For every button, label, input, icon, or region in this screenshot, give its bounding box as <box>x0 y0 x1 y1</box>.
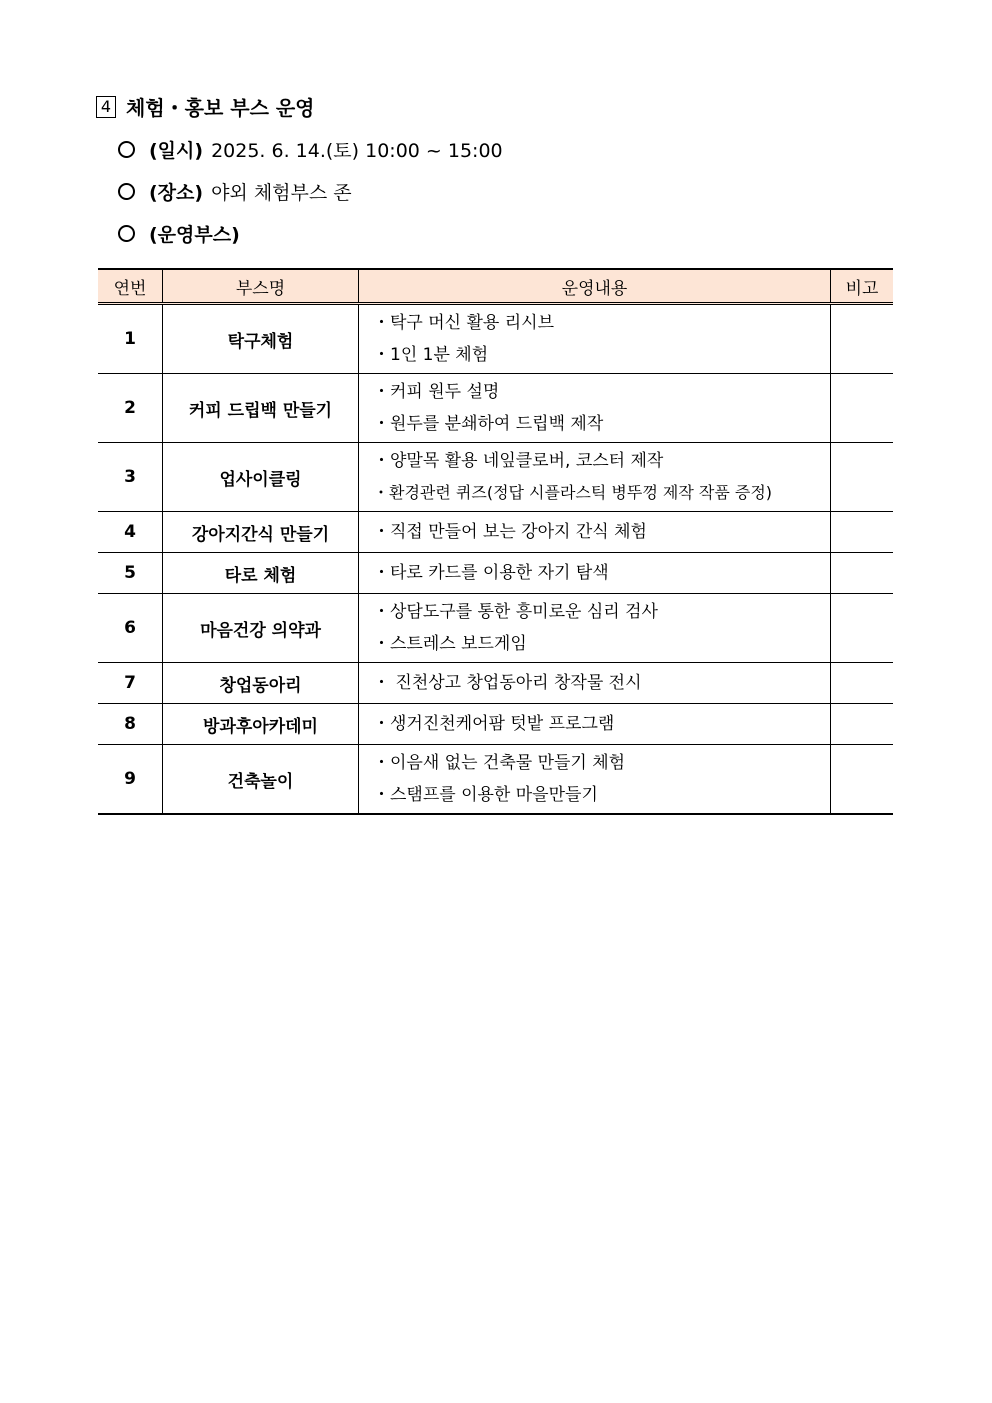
row-name: 방과후아카데미 <box>163 704 359 745</box>
content-item: ・환경관련 퀴즈(정답 시플라스틱 병뚜껑 제작 작품 증정) <box>373 483 773 502</box>
content-item: ・이음새 없는 건축물 만들기 체험 <box>373 753 626 773</box>
row-name: 강아지간식 만들기 <box>163 512 359 553</box>
table-row <box>98 745 893 815</box>
row-note <box>831 443 894 512</box>
booths-label: (운영부스) <box>149 224 240 246</box>
row-no: 6 <box>98 594 163 663</box>
row-no: 3 <box>98 443 163 512</box>
row-name: 업사이클링 <box>163 443 359 512</box>
content-item: ・스탬프를 이용한 마을만들기 <box>373 785 598 805</box>
row-content <box>359 512 831 553</box>
row-note <box>831 304 894 374</box>
row-note <box>831 745 894 815</box>
row-no: 8 <box>98 704 163 745</box>
row-content <box>359 304 831 374</box>
row-content <box>359 745 831 815</box>
row-name: 타로 체험 <box>163 553 359 594</box>
row-content <box>359 704 831 745</box>
row-note <box>831 663 894 704</box>
place-value: 야외 체험부스 존 <box>211 182 352 204</box>
content-item: ・직접 만들어 보는 강아지 간식 체험 <box>373 522 647 542</box>
section-title: 체험・홍보 부스 운영 <box>126 96 315 120</box>
booths-line <box>118 220 248 247</box>
content-item: ・ 진천상고 창업동아리 창작물 전시 <box>373 673 642 693</box>
row-name: 건축놀이 <box>163 745 359 815</box>
row-name: 커피 드립백 만들기 <box>163 374 359 443</box>
circle-bullet-icon <box>118 225 135 242</box>
row-content <box>359 553 831 594</box>
row-no: 5 <box>98 553 163 594</box>
row-no: 7 <box>98 663 163 704</box>
row-content <box>359 443 831 512</box>
section-number: 4 <box>96 96 116 118</box>
content-item: ・1인 1분 체험 <box>373 345 489 365</box>
row-no: 1 <box>98 304 163 374</box>
content-item: ・원두를 분쇄하여 드립백 제작 <box>373 414 604 434</box>
table-row <box>98 443 893 512</box>
row-content <box>359 663 831 704</box>
content-item: ・스트레스 보드게임 <box>373 634 527 654</box>
table-row <box>98 594 893 663</box>
header-note: 비고 <box>831 269 894 304</box>
row-no: 2 <box>98 374 163 443</box>
row-content <box>359 374 831 443</box>
row-note <box>831 553 894 594</box>
content-item: ・타로 카드를 이용한 자기 탐색 <box>373 563 609 583</box>
content-item: ・탁구 머신 활용 리시브 <box>373 313 555 333</box>
header-no: 연번 <box>98 269 163 304</box>
circle-bullet-icon <box>118 141 135 158</box>
row-note <box>831 704 894 745</box>
content-item: ・커피 원두 설명 <box>373 382 500 402</box>
content-item: ・상담도구를 통한 흥미로운 심리 검사 <box>373 602 658 622</box>
row-note <box>831 374 894 443</box>
table-row <box>98 304 893 374</box>
row-note <box>831 512 894 553</box>
table-row <box>98 663 893 704</box>
schedule-value: 2025. 6. 14.(토) 10:00 ~ 15:00 <box>211 140 503 162</box>
header-name: 부스명 <box>163 269 359 304</box>
content-item: ・생거진천케어팜 텃밭 프로그램 <box>373 714 615 734</box>
table-row <box>98 512 893 553</box>
row-name: 마음건강 의약과 <box>163 594 359 663</box>
circle-bullet-icon <box>118 183 135 200</box>
row-content <box>359 594 831 663</box>
place-line <box>118 178 352 205</box>
section-heading <box>96 92 315 121</box>
row-no: 9 <box>98 745 163 815</box>
schedule-label: (일시) <box>149 140 204 162</box>
row-name: 탁구체험 <box>163 304 359 374</box>
row-name: 창업동아리 <box>163 663 359 704</box>
table-row <box>98 553 893 594</box>
content-item: ・양말목 활용 네잎클로버, 코스터 제작 <box>373 451 664 471</box>
schedule-line <box>118 136 503 163</box>
table-row <box>98 374 893 443</box>
booth-table <box>98 268 893 815</box>
place-label: (장소) <box>149 182 204 204</box>
table-header-row <box>98 269 893 304</box>
row-note <box>831 594 894 663</box>
table-row <box>98 704 893 745</box>
header-content: 운영내용 <box>359 269 831 304</box>
row-no: 4 <box>98 512 163 553</box>
